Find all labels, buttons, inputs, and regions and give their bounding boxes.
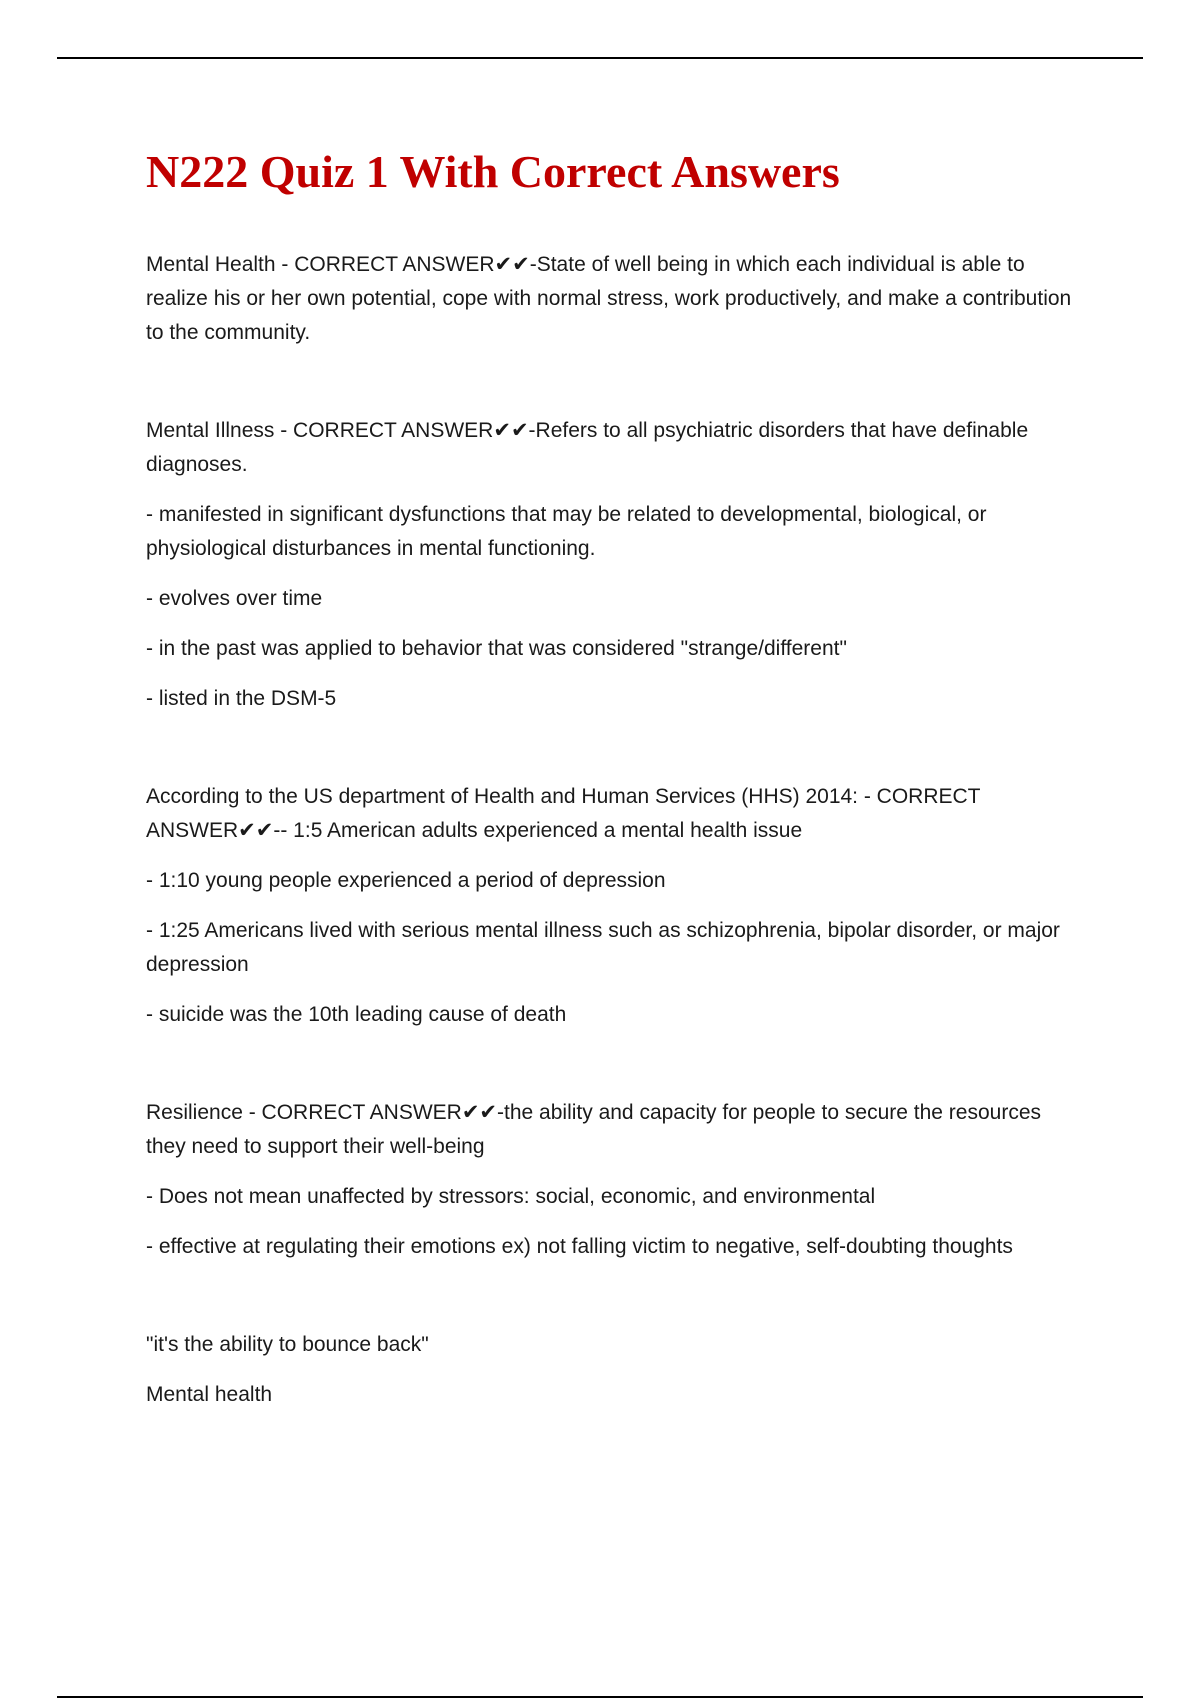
paragraph: According to the US department of Health and Human Services (HHS) 2014: - CORRECT ANSWER✔✔-- 1:5 American adults experienced a mental health issue [146,785,981,842]
top-rule [57,57,1143,59]
section-hhs-statistics [146,780,1086,1032]
paragraph: - Does not mean unaffected by stressors: social, economic, and environmental [146,1185,876,1208]
paragraph: - manifested in significant dysfunctions that may be related to developmental, biological, or physiological disturbances in mental functioning. [146,503,987,560]
document-body [146,140,1086,1412]
section-bounce-back [146,1328,1086,1412]
document-title: N222 Quiz 1 With Correct Answers [146,146,840,197]
paragraph: - evolves over time [146,587,323,610]
bottom-rule [57,1696,1143,1698]
paragraph: - listed in the DSM-5 [146,687,337,710]
section-mental-illness [146,414,1086,716]
paragraph: Mental Health - CORRECT ANSWER✔✔-State of well being in which each individual is able to realize his or her own potential, cope with normal stress, work productively, and make a contribution to the community. [146,253,1072,344]
paragraph: - 1:25 Americans lived with serious mental illness such as schizophrenia, bipolar disorder, or major depression [146,919,1060,976]
paragraph: - suicide was the 10th leading cause of death [146,1003,567,1026]
paragraph: Mental health [146,1383,273,1406]
paragraph: - 1:10 young people experienced a period of depression [146,869,666,892]
section-resilience [146,1096,1086,1264]
paragraph: - effective at regulating their emotions ex) not falling victim to negative, self-doubting thoughts [146,1235,1013,1258]
paragraph: Mental Illness - CORRECT ANSWER✔✔-Refers to all psychiatric disorders that have definable diagnoses. [146,419,1029,476]
paragraph: Resilience - CORRECT ANSWER✔✔-the ability and capacity for people to secure the resources they need to support their well-being [146,1101,1042,1158]
paragraph: - in the past was applied to behavior that was considered "strange/different" [146,637,847,660]
section-mental-health [146,248,1086,350]
paragraph: "it's the ability to bounce back" [146,1333,429,1356]
